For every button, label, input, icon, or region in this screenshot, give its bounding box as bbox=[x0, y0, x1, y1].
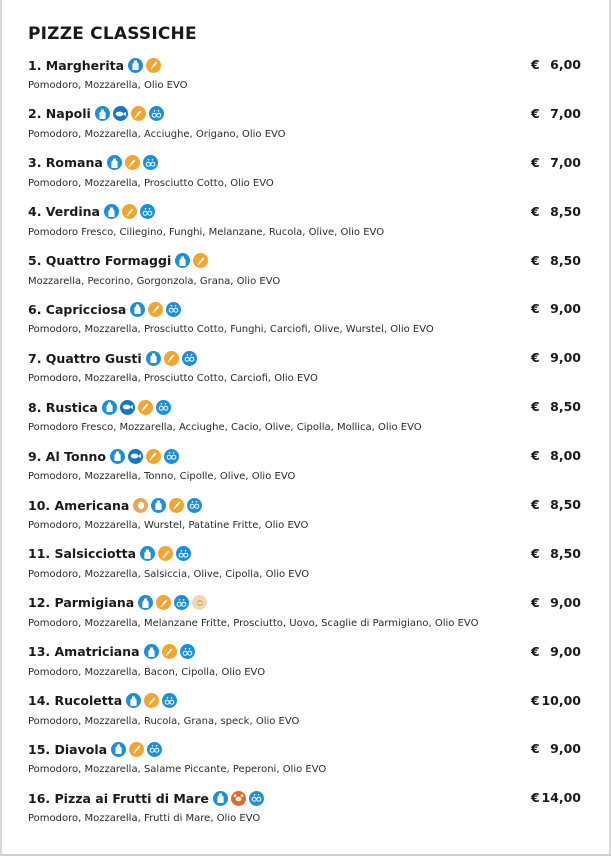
allergen-icons bbox=[146, 351, 197, 366]
wheat-icon bbox=[156, 595, 171, 610]
fish-icon bbox=[120, 400, 135, 415]
price-value: 8,50 bbox=[550, 497, 581, 513]
pizza-ingredients: Pomodoro, Mozzarella, Prosciutto Cotto, Carciofi, Olio EVO bbox=[28, 373, 318, 385]
milk-icon bbox=[144, 644, 159, 659]
milk-icon bbox=[151, 498, 166, 513]
pizza-price bbox=[531, 787, 581, 809]
allergen-icons bbox=[102, 400, 171, 415]
wheat-icon bbox=[148, 302, 163, 317]
pizza-item bbox=[28, 787, 581, 836]
currency-symbol: € bbox=[531, 790, 540, 806]
pizza-header-row bbox=[28, 543, 581, 565]
pizza-name: 7. Quattro Gusti bbox=[28, 350, 142, 366]
pizza-header-row bbox=[28, 396, 581, 418]
sulfite-icon bbox=[143, 155, 158, 170]
milk-icon bbox=[146, 351, 161, 366]
pizza-item bbox=[28, 54, 581, 103]
wheat-icon bbox=[131, 106, 146, 121]
pizza-name: 12. Parmigiana bbox=[28, 595, 135, 611]
pizza-name: 6. Capricciosa bbox=[28, 301, 127, 317]
sulfite-icon bbox=[176, 546, 191, 561]
currency-symbol: € bbox=[531, 692, 540, 708]
milk-icon bbox=[107, 155, 122, 170]
pizza-item bbox=[28, 494, 581, 543]
pizza-price bbox=[531, 396, 581, 418]
pizza-header-row bbox=[28, 690, 581, 712]
currency-symbol: € bbox=[531, 497, 540, 513]
wheat-icon bbox=[164, 351, 179, 366]
allergen-icons bbox=[107, 155, 158, 170]
pizza-price bbox=[531, 54, 581, 76]
milk-icon bbox=[126, 693, 141, 708]
pizza-price bbox=[531, 250, 581, 272]
sulfite-icon bbox=[180, 644, 195, 659]
fish-icon bbox=[128, 449, 143, 464]
pizza-name: 3. Romana bbox=[28, 155, 103, 171]
pizza-item bbox=[28, 250, 581, 299]
crustacean-icon bbox=[231, 791, 246, 806]
allergen-icons bbox=[175, 253, 208, 268]
pizza-price bbox=[531, 298, 581, 320]
pizza-ingredients: Pomodoro, Mozzarella, Melanzane Fritte, Prosciutto, Uovo, Scaglie di Parmigiano, Olio EVO bbox=[28, 617, 479, 629]
pizza-item bbox=[28, 445, 581, 494]
pizza-price bbox=[531, 690, 581, 712]
currency-symbol: € bbox=[531, 448, 540, 464]
milk-icon bbox=[130, 302, 145, 317]
allergen-icons bbox=[133, 498, 202, 513]
page-edge-left bbox=[0, 0, 2, 856]
pizza-ingredients: Pomodoro Fresco, Mozzarella, Acciughe, Cacio, Olive, Cipolla, Mollica, Olio EVO bbox=[28, 422, 422, 434]
currency-symbol: € bbox=[531, 741, 540, 757]
pizza-header-row bbox=[28, 787, 581, 809]
pizza-header-row bbox=[28, 494, 581, 516]
pizza-item bbox=[28, 103, 581, 152]
price-value: 7,00 bbox=[550, 105, 581, 121]
wheat-icon bbox=[169, 498, 184, 513]
nut-icon bbox=[192, 595, 207, 610]
sulfite-icon bbox=[166, 302, 181, 317]
pizza-name: 8. Rustica bbox=[28, 399, 98, 415]
price-value: 9,00 bbox=[550, 350, 581, 366]
pizza-item bbox=[28, 641, 581, 690]
pizza-ingredients: Pomodoro, Mozzarella, Salsiccia, Olive, Cipolla, Olio EVO bbox=[28, 568, 310, 580]
pizza-ingredients: Pomodoro, Mozzarella, Rucola, Grana, speck, Olio EVO bbox=[28, 715, 300, 727]
wheat-icon bbox=[125, 155, 140, 170]
price-value: 6,00 bbox=[550, 57, 581, 72]
pizza-item bbox=[28, 396, 581, 445]
sulfite-icon bbox=[140, 204, 155, 219]
allergen-icons bbox=[110, 449, 179, 464]
pizza-price bbox=[531, 543, 581, 565]
pizza-ingredients: Pomodoro, Mozzarella, Frutti di Mare, Olio EVO bbox=[28, 813, 261, 825]
pizza-header-row bbox=[28, 592, 581, 614]
pizza-ingredients: Pomodoro, Mozzarella, Acciughe, Origano, Olio EVO bbox=[28, 128, 286, 140]
pizza-item bbox=[28, 690, 581, 739]
currency-symbol: € bbox=[531, 350, 540, 366]
currency-symbol: € bbox=[531, 301, 540, 317]
pizza-price bbox=[531, 738, 581, 760]
wheat-icon bbox=[129, 742, 144, 757]
wheat-icon bbox=[146, 449, 161, 464]
milk-icon bbox=[175, 253, 190, 268]
price-value: 9,00 bbox=[550, 594, 581, 610]
pizza-ingredients: Mozzarella, Pecorino, Gorgonzola, Grana, Olio EVO bbox=[28, 275, 281, 287]
wheat-icon bbox=[193, 253, 208, 268]
price-value: 7,00 bbox=[550, 154, 581, 170]
sulfite-icon bbox=[149, 106, 164, 121]
price-value: 9,00 bbox=[550, 643, 581, 659]
pizza-price bbox=[531, 641, 581, 663]
pizza-ingredients: Pomodoro, Mozzarella, Prosciutto Cotto, Funghi, Carciofi, Olive, Wurstel, Olio EVO bbox=[28, 324, 434, 336]
pizza-header-row bbox=[28, 641, 581, 663]
sulfite-icon bbox=[182, 351, 197, 366]
pizza-price bbox=[531, 201, 581, 223]
sulfite-icon bbox=[162, 693, 177, 708]
egg-icon bbox=[133, 498, 148, 513]
price-value: 8,00 bbox=[550, 448, 581, 464]
allergen-icons bbox=[104, 204, 155, 219]
pizza-name: 9. Al Tonno bbox=[28, 448, 106, 464]
pizza-ingredients: Pomodoro Fresco, Ciliegino, Funghi, Melanzane, Rucola, Olive, Olio EVO bbox=[28, 226, 385, 238]
pizza-ingredients: Pomodoro, Mozzarella, Tonno, Cipolle, Olive, Olio EVO bbox=[28, 471, 296, 483]
wheat-icon bbox=[144, 693, 159, 708]
pizza-name: 1. Margherita bbox=[28, 57, 125, 73]
allergen-icons bbox=[213, 791, 264, 806]
pizza-item bbox=[28, 738, 581, 787]
allergen-icons bbox=[128, 58, 161, 73]
allergen-icons bbox=[126, 693, 177, 708]
pizza-header-row bbox=[28, 250, 581, 272]
currency-symbol: € bbox=[531, 643, 540, 659]
wheat-icon bbox=[122, 204, 137, 219]
menu-page bbox=[28, 22, 581, 836]
milk-icon bbox=[110, 449, 125, 464]
pizza-item bbox=[28, 592, 581, 641]
sulfite-icon bbox=[147, 742, 162, 757]
pizza-item bbox=[28, 347, 581, 396]
sulfite-icon bbox=[164, 449, 179, 464]
pizza-price bbox=[531, 494, 581, 516]
allergen-icons bbox=[111, 742, 162, 757]
milk-icon bbox=[102, 400, 117, 415]
currency-symbol: € bbox=[531, 594, 540, 610]
price-value: 8,50 bbox=[550, 252, 581, 268]
milk-icon bbox=[111, 742, 126, 757]
price-value: 9,00 bbox=[550, 301, 581, 317]
pizza-ingredients: Pomodoro, Mozzarella, Prosciutto Cotto, Olio EVO bbox=[28, 177, 274, 189]
pizza-list bbox=[28, 54, 581, 836]
pizza-price bbox=[531, 445, 581, 467]
price-value: 8,50 bbox=[550, 545, 581, 561]
pizza-header-row bbox=[28, 347, 581, 369]
sulfite-icon bbox=[249, 791, 264, 806]
allergen-icons bbox=[144, 644, 195, 659]
pizza-header-row bbox=[28, 54, 581, 76]
pizza-name: 15. Diavola bbox=[28, 741, 108, 757]
currency-symbol: € bbox=[531, 252, 540, 268]
wheat-icon bbox=[138, 400, 153, 415]
milk-icon bbox=[140, 546, 155, 561]
currency-symbol: € bbox=[531, 545, 540, 561]
pizza-ingredients: Pomodoro, Mozzarella, Salame Piccante, Peperoni, Olio EVO bbox=[28, 764, 327, 776]
pizza-name: 14. Rucoletta bbox=[28, 693, 123, 709]
pizza-ingredients: Pomodoro, Mozzarella, Olio EVO bbox=[28, 80, 188, 91]
price-value: 14,00 bbox=[541, 790, 581, 806]
sulfite-icon bbox=[174, 595, 189, 610]
pizza-header-row bbox=[28, 152, 581, 174]
pizza-header-row bbox=[28, 103, 581, 125]
pizza-item bbox=[28, 298, 581, 347]
pizza-ingredients: Pomodoro, Mozzarella, Wurstel, Patatine Fritte, Olio EVO bbox=[28, 520, 309, 532]
currency-symbol: € bbox=[531, 399, 540, 415]
sulfite-icon bbox=[187, 498, 202, 513]
currency-symbol: € bbox=[531, 57, 540, 72]
pizza-price bbox=[531, 103, 581, 125]
allergen-icons bbox=[138, 595, 207, 610]
allergen-icons bbox=[130, 302, 181, 317]
pizza-name: 16. Pizza ai Frutti di Mare bbox=[28, 790, 209, 806]
milk-icon bbox=[128, 58, 143, 73]
pizza-item bbox=[28, 201, 581, 250]
currency-symbol: € bbox=[531, 105, 540, 121]
pizza-ingredients: Pomodoro, Mozzarella, Bacon, Cipolla, Olio EVO bbox=[28, 666, 266, 678]
milk-icon bbox=[213, 791, 228, 806]
milk-icon bbox=[138, 595, 153, 610]
pizza-header-row bbox=[28, 298, 581, 320]
pizza-name: 13. Amatriciana bbox=[28, 644, 140, 660]
wheat-icon bbox=[146, 58, 161, 73]
currency-symbol: € bbox=[531, 154, 540, 170]
wheat-icon bbox=[162, 644, 177, 659]
milk-icon bbox=[95, 106, 110, 121]
pizza-header-row bbox=[28, 445, 581, 467]
pizza-name: 4. Verdina bbox=[28, 204, 100, 220]
price-value: 8,50 bbox=[550, 399, 581, 415]
pizza-price bbox=[531, 347, 581, 369]
wheat-icon bbox=[158, 546, 173, 561]
allergen-icons bbox=[140, 546, 191, 561]
pizza-name: 5. Quattro Formaggi bbox=[28, 253, 172, 269]
pizza-header-row bbox=[28, 738, 581, 760]
milk-icon bbox=[104, 204, 119, 219]
price-value: 10,00 bbox=[541, 692, 581, 708]
pizza-item bbox=[28, 543, 581, 592]
pizza-header-row bbox=[28, 201, 581, 223]
pizza-name: 10. Americana bbox=[28, 497, 130, 513]
allergen-icons bbox=[95, 106, 164, 121]
pizza-name: 2. Napoli bbox=[28, 106, 91, 122]
pizza-name: 11. Salsicciotta bbox=[28, 546, 137, 562]
price-value: 8,50 bbox=[550, 203, 581, 219]
price-value: 9,00 bbox=[550, 741, 581, 757]
fish-icon bbox=[113, 106, 128, 121]
pizza-price bbox=[531, 592, 581, 614]
sulfite-icon bbox=[156, 400, 171, 415]
pizza-price bbox=[531, 152, 581, 174]
pizza-item bbox=[28, 152, 581, 201]
page-title: PIZZE CLASSICHE bbox=[28, 24, 197, 44]
currency-symbol: € bbox=[531, 203, 540, 219]
